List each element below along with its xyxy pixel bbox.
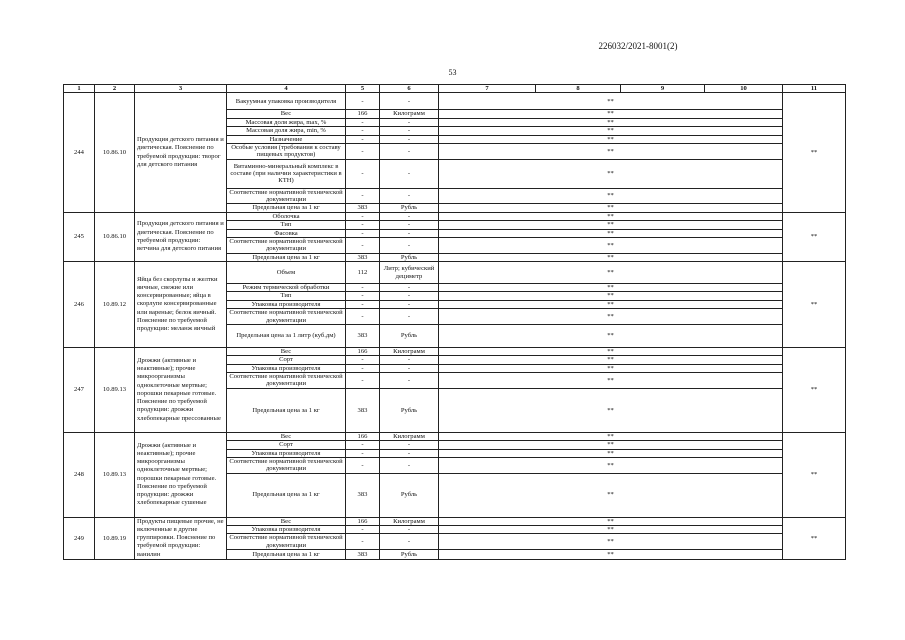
characteristic-name: Оболочка xyxy=(227,212,346,220)
characteristic-name: Предельная цена за 1 кг xyxy=(227,473,346,517)
characteristic-name: Вакуумная упаковка производителя xyxy=(227,93,346,110)
value-cell: ** xyxy=(439,347,783,355)
characteristic-name: Витаминно-минеральный комплекс в составе (при наличии характеристики в КТН) xyxy=(227,159,346,188)
value-cell: ** xyxy=(439,135,783,143)
table-row xyxy=(64,432,846,440)
characteristic-name: Соответствие нормативной технической документации xyxy=(227,188,346,204)
characteristic-name: Соответствие нормативной технической документации xyxy=(227,534,346,550)
characteristic-name: Упаковка производителя xyxy=(227,449,346,457)
unit-name: Рубль xyxy=(380,253,439,261)
unit-code: - xyxy=(346,441,380,449)
item-number: 247 xyxy=(64,347,95,432)
characteristic-name: Тип xyxy=(227,221,346,229)
unit-code: - xyxy=(346,143,380,159)
value-cell: ** xyxy=(439,457,783,473)
characteristic-name: Особые условия (требования к составу пищевых продуктов) xyxy=(227,143,346,159)
document-number: 226032/2021-8001(2) xyxy=(598,41,678,51)
unit-code: - xyxy=(346,526,380,534)
unit-code: - xyxy=(346,159,380,188)
unit-name: - xyxy=(380,284,439,292)
value-cell: ** xyxy=(439,127,783,135)
characteristic-name: Массовая доля жира, max, % xyxy=(227,118,346,126)
unit-name: Килограмм xyxy=(380,517,439,525)
characteristic-name: Упаковка производителя xyxy=(227,526,346,534)
product-name: Яйца без скорлупы и желтки яичные, свежие или консервированные; яйца в скорлупе консервированные или вареные; белок яичный. Пояснение по требуемой продукции: меланж яичный xyxy=(135,262,227,348)
value-cell: ** xyxy=(439,143,783,159)
characteristic-name: Объем xyxy=(227,262,346,284)
unit-name: - xyxy=(380,364,439,372)
value-cell: ** xyxy=(439,432,783,440)
unit-code: - xyxy=(346,457,380,473)
value-cell: ** xyxy=(439,93,783,110)
unit-code: 166 xyxy=(346,347,380,355)
item-number: 249 xyxy=(64,517,95,560)
value-cell: ** xyxy=(439,364,783,372)
unit-code: 166 xyxy=(346,110,380,118)
unit-name: - xyxy=(380,118,439,126)
unit-code: - xyxy=(346,309,380,325)
unit-name: - xyxy=(380,135,439,143)
value-cell: ** xyxy=(439,388,783,432)
unit-code: - xyxy=(346,237,380,253)
characteristic-name: Упаковка производителя xyxy=(227,300,346,308)
product-name: Продукция детского питания и диетическая. Пояснение по требуемой продукции: творог для детского питания xyxy=(135,93,227,212)
header-cell: 9 xyxy=(621,85,705,93)
value-cell: ** xyxy=(439,262,783,284)
characteristic-name: Соответствие нормативной технической документации xyxy=(227,457,346,473)
unit-code: - xyxy=(346,212,380,220)
unit-name: - xyxy=(380,159,439,188)
table-row xyxy=(64,212,846,220)
table-row xyxy=(64,517,846,525)
unit-code: 166 xyxy=(346,517,380,525)
unit-code: - xyxy=(346,300,380,308)
unit-name: - xyxy=(380,188,439,204)
procurement-table xyxy=(63,84,846,560)
unit-code: 383 xyxy=(346,204,380,212)
value-cell: ** xyxy=(439,284,783,292)
value-cell: ** xyxy=(439,229,783,237)
header-cell: 4 xyxy=(227,85,346,93)
value-cell: ** xyxy=(439,237,783,253)
characteristic-name: Предельная цена за 1 кг xyxy=(227,253,346,261)
characteristic-name: Упаковка производителя xyxy=(227,364,346,372)
unit-name: - xyxy=(380,237,439,253)
value-cell: ** xyxy=(439,373,783,389)
okpd-code: 10.89.13 xyxy=(95,432,135,517)
unit-name: - xyxy=(380,221,439,229)
unit-code: - xyxy=(346,221,380,229)
table-row xyxy=(64,347,846,355)
value-cell: ** xyxy=(439,118,783,126)
unit-code: - xyxy=(346,364,380,372)
okpd-code: 10.89.13 xyxy=(95,347,135,432)
unit-code: - xyxy=(346,93,380,110)
product-name: Продукты пищевые прочие, не включенные в другие группировки. Пояснение по требуемой продукции: ванилин xyxy=(135,517,227,560)
note-mark: ** xyxy=(783,262,846,348)
product-name: Продукция детского питания и диетическая. Пояснение по требуемой продукции: ветчина для детского питания xyxy=(135,212,227,261)
header-row xyxy=(64,85,846,93)
okpd-code: 10.86.10 xyxy=(95,212,135,261)
okpd-code: 10.89.12 xyxy=(95,262,135,348)
characteristic-name: Вес xyxy=(227,110,346,118)
value-cell: ** xyxy=(439,204,783,212)
unit-name: - xyxy=(380,457,439,473)
characteristic-name: Режим термической обработки xyxy=(227,284,346,292)
value-cell: ** xyxy=(439,110,783,118)
characteristic-name: Вес xyxy=(227,347,346,355)
unit-name: - xyxy=(380,449,439,457)
unit-code: - xyxy=(346,292,380,300)
value-cell: ** xyxy=(439,188,783,204)
unit-name: Рубль xyxy=(380,550,439,560)
page-number: 53 xyxy=(448,68,457,77)
unit-code: - xyxy=(346,534,380,550)
unit-name: - xyxy=(380,292,439,300)
header-cell: 11 xyxy=(783,85,846,93)
characteristic-name: Предельная цена за 1 кг xyxy=(227,550,346,560)
unit-code: - xyxy=(346,118,380,126)
characteristic-name: Предельная цена за 1 литр (куб.дм) xyxy=(227,324,346,347)
item-number: 245 xyxy=(64,212,95,261)
unit-name: - xyxy=(380,300,439,308)
value-cell: ** xyxy=(439,441,783,449)
characteristic-name: Соответствие нормативной технической документации xyxy=(227,373,346,389)
unit-code: - xyxy=(346,356,380,364)
unit-name: Килограмм xyxy=(380,110,439,118)
header-cell: 2 xyxy=(95,85,135,93)
characteristic-name: Назначение xyxy=(227,135,346,143)
note-mark: ** xyxy=(783,347,846,432)
value-cell: ** xyxy=(439,221,783,229)
unit-name: - xyxy=(380,526,439,534)
unit-name: - xyxy=(380,127,439,135)
note-mark: ** xyxy=(783,212,846,261)
note-mark: ** xyxy=(783,517,846,560)
product-name: Дрожжи (активные и неактивные); прочие микроорганизмы одноклеточные мертвые; порошки пекарные готовые. Пояснение по требуемой продукции: дрожжи хлебопекарные прессованные xyxy=(135,347,227,432)
value-cell: ** xyxy=(439,300,783,308)
unit-name: - xyxy=(380,212,439,220)
characteristic-name: Предельная цена за 1 кг xyxy=(227,388,346,432)
unit-code: - xyxy=(346,188,380,204)
table-row xyxy=(64,262,846,284)
characteristic-name: Вес xyxy=(227,432,346,440)
header-cell: 1 xyxy=(64,85,95,93)
value-cell: ** xyxy=(439,356,783,364)
characteristic-name: Предельная цена за 1 кг xyxy=(227,204,346,212)
value-cell: ** xyxy=(439,473,783,517)
unit-name: Рубль xyxy=(380,473,439,517)
unit-name: - xyxy=(380,93,439,110)
characteristic-name: Сорт xyxy=(227,356,346,364)
unit-name: - xyxy=(380,373,439,389)
value-cell: ** xyxy=(439,526,783,534)
unit-code: 383 xyxy=(346,253,380,261)
unit-code: - xyxy=(346,373,380,389)
value-cell: ** xyxy=(439,253,783,261)
unit-name: Рубль xyxy=(380,324,439,347)
header-cell: 10 xyxy=(705,85,783,93)
okpd-code: 10.86.10 xyxy=(95,93,135,212)
unit-code: 112 xyxy=(346,262,380,284)
unit-code: - xyxy=(346,229,380,237)
unit-code: 383 xyxy=(346,388,380,432)
unit-code: 383 xyxy=(346,473,380,517)
value-cell: ** xyxy=(439,159,783,188)
product-name: Дрожжи (активные и неактивные); прочие микроорганизмы одноклеточные мертвые; порошки пекарные готовые. Пояснение по требуемой продукции: дрожжи хлебопекарные сушеные xyxy=(135,432,227,517)
characteristic-name: Тип xyxy=(227,292,346,300)
unit-name: Рубль xyxy=(380,388,439,432)
unit-name: - xyxy=(380,356,439,364)
item-number: 248 xyxy=(64,432,95,517)
value-cell: ** xyxy=(439,449,783,457)
unit-code: 383 xyxy=(346,550,380,560)
header-cell: 5 xyxy=(346,85,380,93)
characteristic-name: Массовая доля жира, min, % xyxy=(227,127,346,135)
header-cell: 7 xyxy=(439,85,536,93)
characteristic-name: Фасовка xyxy=(227,229,346,237)
unit-name: - xyxy=(380,309,439,325)
header-cell: 6 xyxy=(380,85,439,93)
value-cell: ** xyxy=(439,517,783,525)
unit-name: - xyxy=(380,229,439,237)
item-number: 246 xyxy=(64,262,95,348)
unit-name: Килограмм xyxy=(380,347,439,355)
unit-name: - xyxy=(380,534,439,550)
note-mark: ** xyxy=(783,93,846,212)
unit-code: - xyxy=(346,135,380,143)
value-cell: ** xyxy=(439,309,783,325)
value-cell: ** xyxy=(439,324,783,347)
unit-name: - xyxy=(380,441,439,449)
unit-code: - xyxy=(346,284,380,292)
characteristic-name: Соответствие нормативной технической документации xyxy=(227,237,346,253)
characteristic-name: Сорт xyxy=(227,441,346,449)
header-cell: 3 xyxy=(135,85,227,93)
unit-name: Литр; кубический дециметр xyxy=(380,262,439,284)
unit-code: - xyxy=(346,127,380,135)
table-row xyxy=(64,93,846,110)
unit-code: 166 xyxy=(346,432,380,440)
value-cell: ** xyxy=(439,292,783,300)
unit-code: - xyxy=(346,449,380,457)
header-cell: 8 xyxy=(536,85,621,93)
characteristic-name: Соответствие нормативной технической документации xyxy=(227,309,346,325)
okpd-code: 10.89.19 xyxy=(95,517,135,560)
unit-name: - xyxy=(380,143,439,159)
unit-name: Рубль xyxy=(380,204,439,212)
characteristic-name: Вес xyxy=(227,517,346,525)
value-cell: ** xyxy=(439,534,783,550)
unit-name: Килограмм xyxy=(380,432,439,440)
value-cell: ** xyxy=(439,212,783,220)
value-cell: ** xyxy=(439,550,783,560)
item-number: 244 xyxy=(64,93,95,212)
unit-code: 383 xyxy=(346,324,380,347)
note-mark: ** xyxy=(783,432,846,517)
